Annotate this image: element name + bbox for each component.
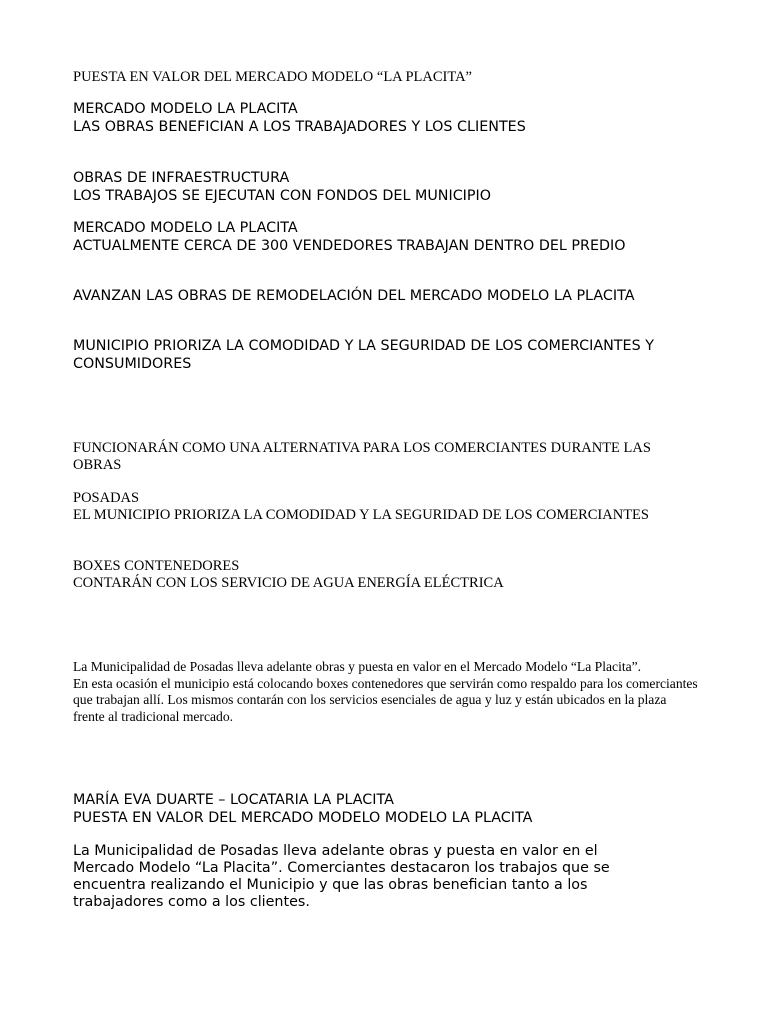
headline-block-1 [73,101,698,136]
paragraph-line: La Municipalidad de Posadas lleva adelante obras y puesta en valor en el Mercado Modelo “La Placita”. Comerciantes destacaron los trabajos que se encuentra realizando el Municipio y que las obras benefician tanto a los trabajadores como a los clientes. [73,843,610,910]
headline-subtitle: ACTUALMENTE CERCA DE 300 VENDEDORES TRABAJAN DENTRO DEL PREDIO [73,237,626,254]
headline-title: AVANZAN LAS OBRAS DE REMODELACIÓN DEL MERCADO MODELO LA PLACITA [73,288,635,304]
paragraph-line: En esta ocasión el municipio está colocando boxes contenedores que servirán como respaldo para los comerciantes que trabajan allí. Los mismos contarán con los servicios esenciales de agua y luz y están ubicados en la plaza frente al tradicional mercado. [73,675,698,724]
body-paragraph-2 [73,843,663,911]
headline-subtitle: CONTARÁN CON LOS SERVICIO DE AGUA ENERGÍA ELÉCTRICA [73,575,504,591]
headline-block-9 [73,792,698,827]
document-heading [73,69,698,86]
headline-title: POSADAS [73,490,140,506]
headline-block-4 [73,288,698,306]
headline-title: MARÍA EVA DUARTE – LOCATARIA LA PLACITA [73,792,394,808]
headline-block-5 [73,338,693,373]
headline-title: MERCADO MODELO LA PLACITA [73,220,298,236]
headline-block-3 [73,220,698,255]
headline-subtitle: LAS OBRAS BENEFICIAN A LOS TRABAJADORES Y LOS CLIENTES [73,118,526,135]
headline-block-2 [73,170,698,205]
heading-text: PUESTA EN VALOR DEL MERCADO MODELO “LA PLACITA” [73,69,472,85]
headline-block-8 [73,558,698,592]
headline-block-6 [73,440,698,474]
headline-title: MUNICIPIO PRIORIZA LA COMODIDAD Y LA SEGURIDAD DE LOS COMERCIANTES Y CONSUMIDORES [73,338,654,372]
headline-subtitle: LOS TRABAJOS SE EJECUTAN CON FONDOS DEL MUNICIPIO [73,187,491,204]
headline-subtitle: EL MUNICIPIO PRIORIZA LA COMODIDAD Y LA SEGURIDAD DE LOS COMERCIANTES [73,507,649,523]
paragraph-line: La Municipalidad de Posadas lleva adelante obras y puesta en valor en el Mercado Modelo “La Placita”. [73,659,642,674]
headline-subtitle: PUESTA EN VALOR DEL MERCADO MODELO MODELO LA PLACITA [73,809,533,826]
headline-block-7 [73,490,698,524]
headline-title: FUNCIONARÁN COMO UNA ALTERNATIVA PARA LOS COMERCIANTES DURANTE LAS OBRAS [73,440,651,473]
headline-title: MERCADO MODELO LA PLACITA [73,101,298,117]
headline-title: OBRAS DE INFRAESTRUCTURA [73,170,290,186]
headline-title: BOXES CONTENEDORES [73,558,240,574]
body-paragraph-1 [73,659,698,725]
